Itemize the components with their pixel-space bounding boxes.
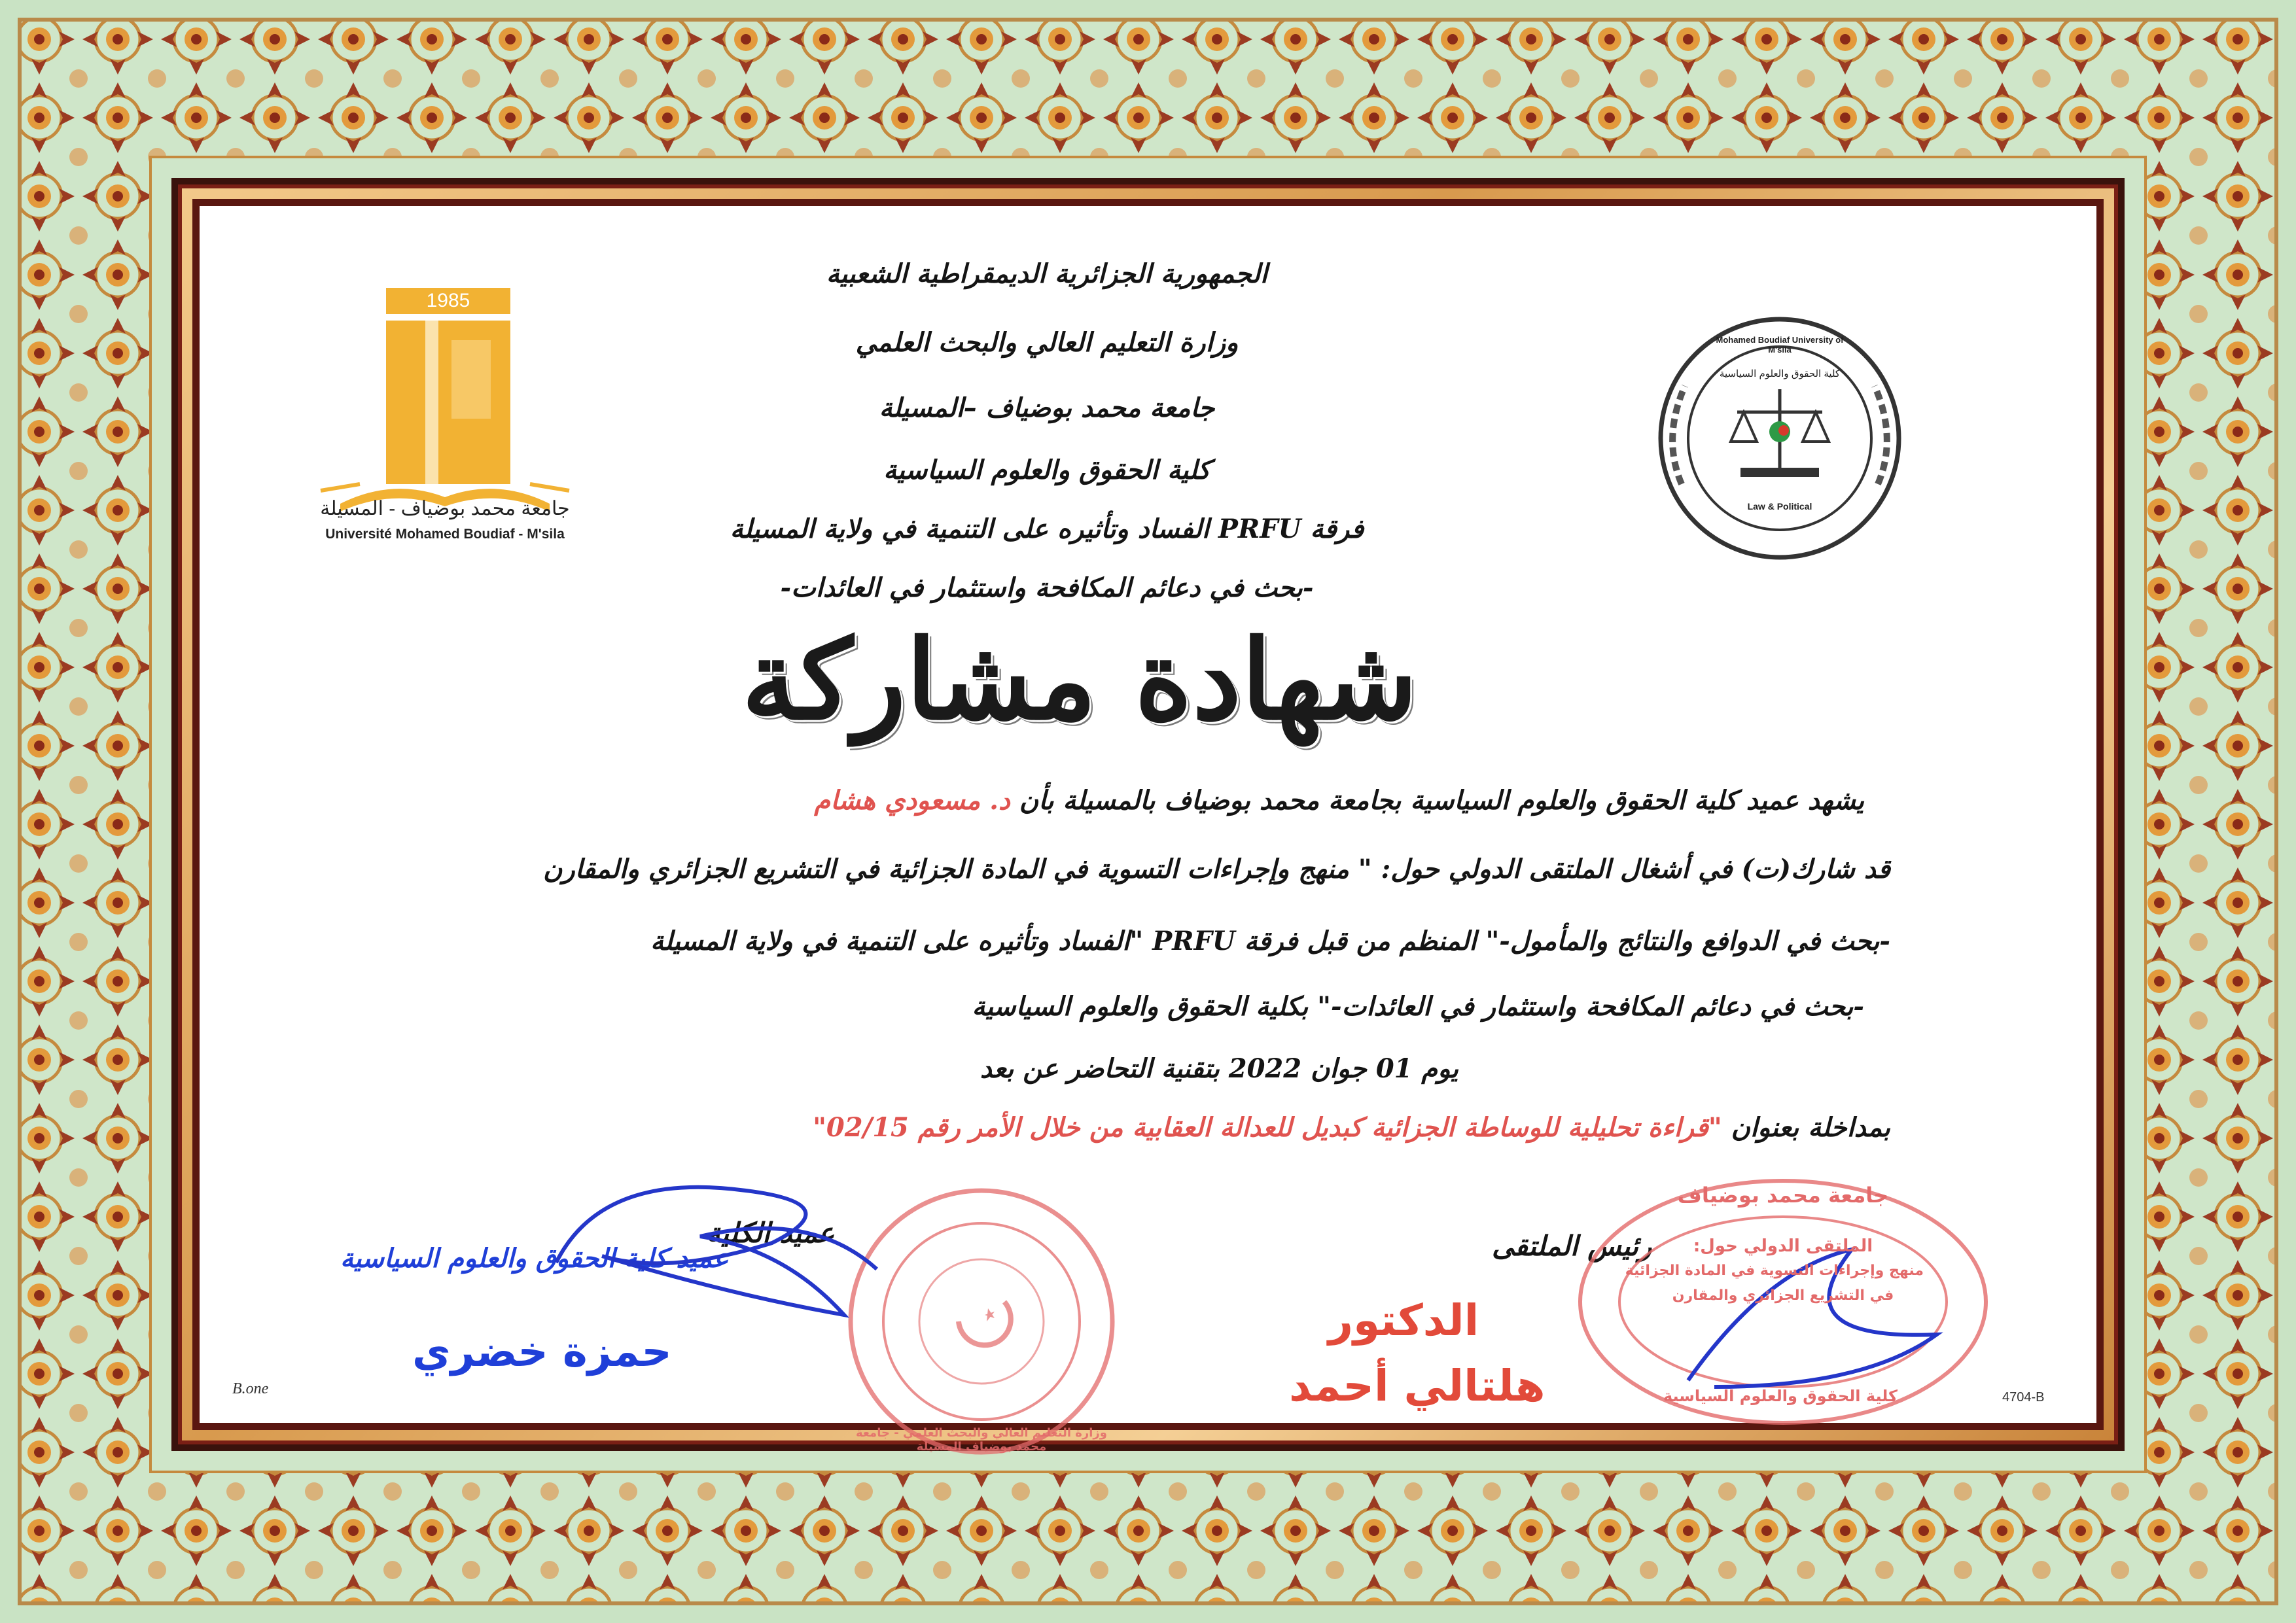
dean-stamp-line: عميد كلية الحقوق والعلوم السياسية [340,1243,729,1274]
certificate-title: شهادة مشاركة [741,615,1418,744]
dean-name: حمزة خضري [412,1328,672,1376]
paper-intro: بمداخلة بعنوان [1731,1112,1890,1143]
print-code: 4704-B [2002,1390,2045,1405]
logo-name-ar: جامعة محمد بوضياف - المسيلة [320,498,570,519]
header-ministry: وزارة التعليم العالي والبحث العلمي [855,327,1239,358]
body-line-2: قد شارك(ت) في أشغال الملتقى الدولي حول: " منهج وإجراءات التسوية في المادة الجزائية في التشريع الجزائري والمقارن [543,854,1890,884]
university-logo [262,268,628,543]
body-line-4: -بحث في دعائم المكافحة واستثمار في العائدات-" بكلية الحقوق والعلوم السياسية [972,991,1864,1022]
body-line-1 [814,785,1864,816]
header-university: جامعة محمد بوضياف –المسيلة [879,393,1215,423]
paper-title: "قراءة تحليلية للوساطة الجزائية كبديل للعدالة العقابية من خلال الأمر رقم 02/15" [813,1112,1722,1143]
dean-signature-scribble [537,1164,903,1335]
right-stamp-line-3: منهج وإجراءات التسوية في المادة الجزائية [1625,1263,1924,1279]
chair-name: هلتالي أحمد [1289,1361,1545,1411]
body-line-6 [813,1112,1890,1143]
printer-brand: B.one [232,1380,269,1397]
logo-name-fr: Université Mohamed Boudiaf - M'sila [325,527,565,542]
body-line-3: -بحث في الدوافع والنتائج والمأمول-" المنظم من قبل فرقة PRFU "الفساد وتأثيره على التنمية في ولاية المسيلة [650,926,1890,956]
body-intro: يشهد عميد كلية الحقوق والعلوم السياسية بجامعة محمد بوضياف بالمسيلة بأن [1019,785,1864,816]
seal-bottom-text: Law & Political [1747,501,1812,512]
header-subtitle: -بحث في دعائم المكافحة واستثمار في العائدات- [780,572,1314,603]
faculty-seal [1623,307,1937,569]
header-republic: الجمهورية الجزائرية الديمقراطية الشعبية [826,258,1268,289]
logo-year: 1985 [426,290,470,311]
right-stamp-line-2: الملتقى الدولي حول: [1693,1236,1873,1256]
header-team: فرقة PRFU الفساد وتأثيره على التنمية في ولاية المسيلة [730,514,1364,544]
center-stamp-text: وزارة التعليم العالي والبحث العلمي - جامعة محمد بوضياف المسيلة [855,1426,1107,1454]
chair-title: الدكتور [1328,1295,1479,1346]
right-stamp-line-4: في التشريع الجزائري والمقارن [1672,1287,1894,1304]
participant-name: د. مسعودي هشام [814,785,1010,816]
seal-ar-text: كلية الحقوق والعلوم السياسية [1719,368,1841,379]
official-stamp-right [1570,1171,1996,1433]
right-stamp-line-1: جامعة محمد بوضياف [1677,1183,1889,1208]
header-faculty: كلية الحقوق والعلوم السياسية [883,455,1210,485]
dean-label: عميد الكلية [707,1217,835,1249]
chair-label: رئيس الملتقى [1492,1230,1652,1262]
body-line-5: يوم 01 جوان 2022 بتقنية التحاضر عن بعد [980,1053,1458,1084]
right-stamp-ring: كلية الحقوق والعلوم السياسية [1663,1387,1898,1405]
seal-top-text: Mohamed Boudiaf University of M'sila [1716,335,1844,355]
